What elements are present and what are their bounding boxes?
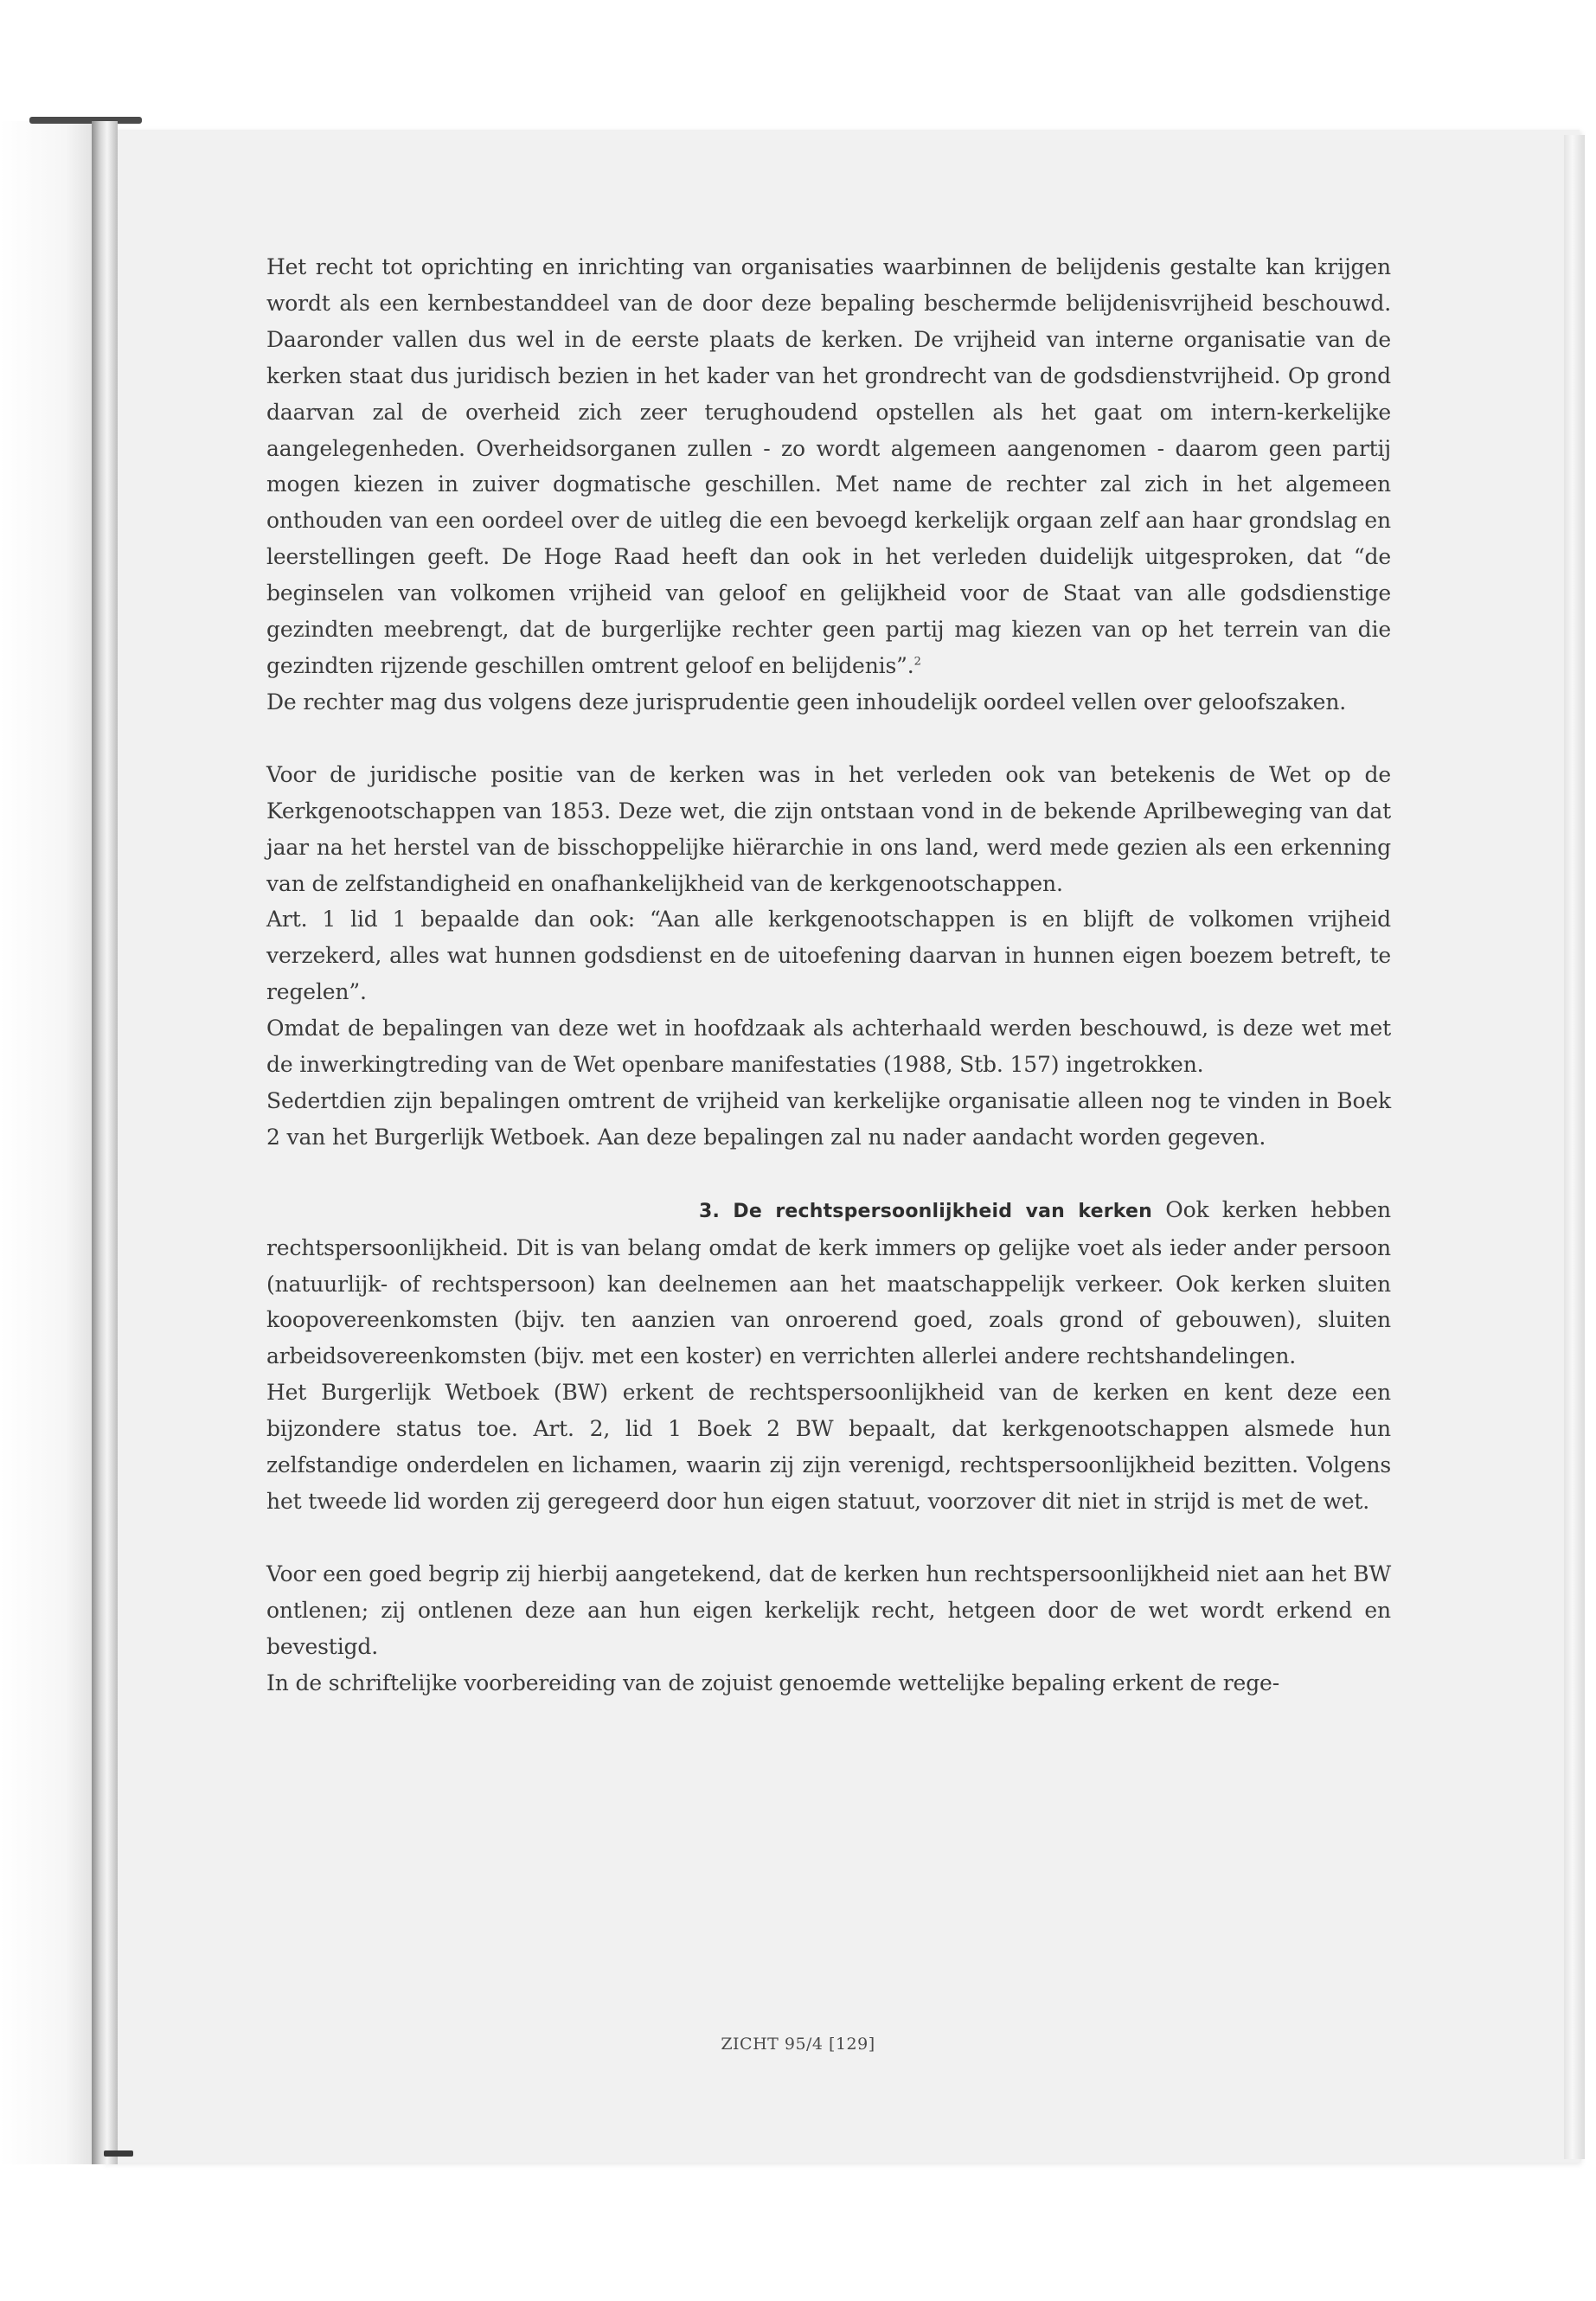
section-heading: 3. De rechtspersoonlijkheid van kerken — [699, 1200, 1152, 1222]
paragraph: Het Burgerlijk Wetboek (BW) erkent de rechtspersoonlijkheid van de kerken en kent deze een bijzondere status toe. Art. 2, lid 1 Boek 2 BW bepaalt, dat kerkgenootschappen alsmede hun zelfstandige onderdelen en lichamen, waarin zij zijn verenigd, rechtspersoonlijkheid bezitten. Volgens het tweede lid worden zij geregeerd door hun eigen statuut, voorzover dit niet in strijd is met de wet. — [266, 1380, 1391, 1514]
page-footer: ZICHT 95/4 [129] — [721, 2035, 875, 2054]
binding-clip-top — [29, 117, 142, 124]
paragraph: De rechter mag dus volgens deze jurisprudentie geen inhoudelijk oordeel vellen over geloofszaken. — [266, 689, 1347, 715]
paragraph — [266, 1192, 1391, 1375]
paragraph-text: Ook kerken hebben rechtspersoonlijkheid. Dit is van belang omdat de kerk immers op gelijke voet als ieder ander persoon (natuurlijk- of rechtspersoon) kan deelnemen aan het maatschappelijk verkeer. Ook kerken sluiten koopovereenkomsten (bijv. ten aanzien van onroerend goed, zoals grond of gebouwen), sluiten arbeidsovereenkomsten (bijv. met een koster) en verrichten allerlei andere rechtshandelingen. — [266, 1196, 1391, 1369]
paragraph: Voor de juridische positie van de kerken was in het verleden ook van betekenis de Wet op de Kerkgenootschappen van 1853. Deze wet, die zijn ontstaan vond in de bekende Aprilbeweging van dat jaar na het herstel van de bisschoppelijke hiërarchie in ons land, werd mede gezien als een erkenning van de zelfstandigheid en onafhankelijkheid van de kerkgenootschappen. — [266, 761, 1391, 896]
paragraph-text: Het recht tot oprichting en inrichting van organisaties waarbinnen de belijdenis gestalte kan krijgen wordt als een kernbestanddeel van de door deze bepaling beschermde belijdenisvrijheid beschouwd. Daaronder vallen dus wel in de eerste plaats de kerken. De vrijheid van interne organisatie van de kerken staat dus juridisch bezien in het kader van het grondrecht van de godsdienstvrijheid. Op grond daarvan zal de overheid zich zeer terughoudend opstellen als het gaat om intern-kerkelijke aangelegenheden. Overheidsorganen zullen - zo wordt algemeen aangenomen - daarom geen partij mogen kiezen in zuiver dogmatische geschillen. Met name de rechter zal zich in het algemeen onthouden van een oordeel over de uitleg die een bevoegd kerkelijk orgaan zelf aan haar grondslag en leerstellingen geeft. De Hoge Raad heeft dan ook in het verleden duidelijk uitgesproken, dat “de beginselen van volkomen vrijheid van geloof en gelijkheid voor de Staat van alle godsdienstige gezindten meebrengt, dat de burgerlijke rechter geen partij mag kiezen van op het terrein van die gezindten rijzende geschillen omtrent geloof en belijdenis”. — [266, 254, 1391, 678]
body-text — [266, 249, 1391, 1702]
paragraph: Art. 1 lid 1 bepaalde dan ook: “Aan alle kerkgenootschappen is en blijft de volkomen vrijheid verzekerd, alles wat hunnen godsdienst en de uitoefening daarvan in hunnen eigen boezem betreft, te regelen”. — [266, 907, 1391, 1005]
paragraph: In de schriftelijke voorbereiding van de zojuist genoemde wettelijke bepaling erkent de rege- — [266, 1670, 1279, 1695]
page-right-edge — [1564, 135, 1585, 2159]
paragraph — [266, 249, 1391, 684]
book-spine — [92, 121, 118, 2164]
paragraph: Voor een goed begrip zij hierbij aangetekend, dat de kerken hun rechtspersoonlijkheid niet aan het BW ontlenen; zij ontlenen deze aan hun eigen kerkelijk recht, hetgeen door de wet wordt erkend en bevestigd. — [266, 1561, 1391, 1659]
paragraph: Sedertdien zijn bepalingen omtrent de vrijheid van kerkelijke organisatie alleen nog te vinden in Boek 2 van het Burgerlijk Wetboek. Aan deze bepalingen zal nu nader aandacht worden gegeven. — [266, 1087, 1391, 1150]
binding-clip-bottom — [104, 2150, 133, 2157]
footnote-marker: 2 — [913, 655, 921, 669]
paragraph: Omdat de bepalingen van deze wet in hoofdzaak als achterhaald werden beschouwd, is deze wet met de inwerkingtreding van de Wet openbare manifestaties (1988, Stb. 157) ingetrokken. — [266, 1016, 1391, 1078]
book-left-edge — [0, 121, 93, 2164]
